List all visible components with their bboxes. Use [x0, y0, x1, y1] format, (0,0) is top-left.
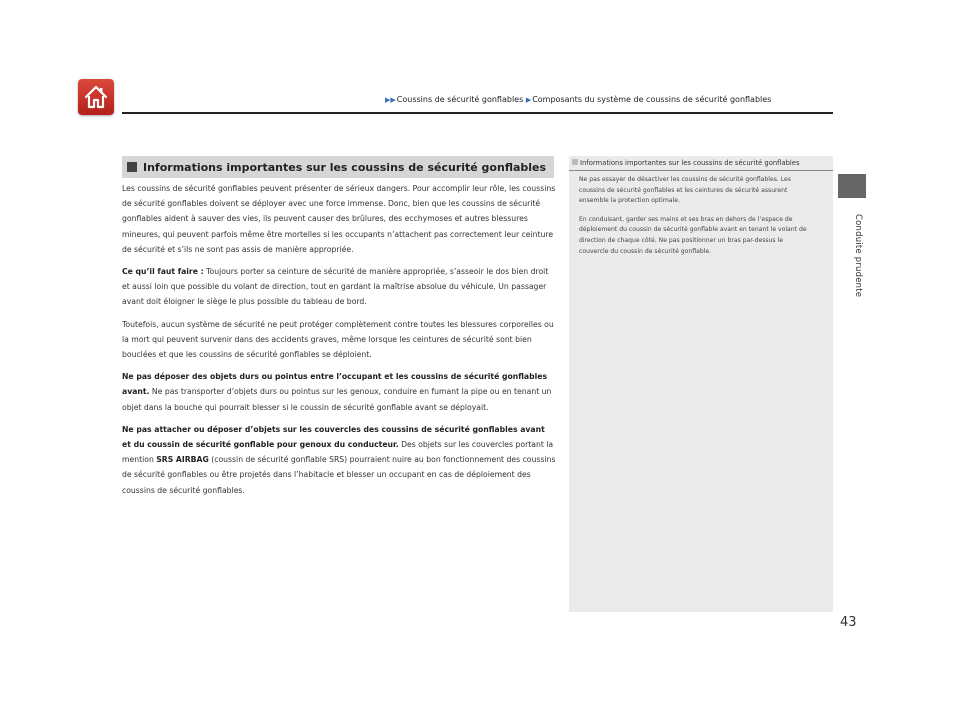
hard-objects-warning: Ne pas déposer des objets durs ou pointus entre l’occupant et les coussins de sécurité gonflables avant.: [122, 372, 548, 397]
header-rule: [122, 112, 833, 114]
chapter-tab-label[interactable]: Conduite prudente: [853, 214, 863, 298]
breadcrumb-item-components[interactable]: Composants du système de coussins de sécurité gonflables: [532, 95, 772, 104]
home-icon: [83, 84, 109, 110]
breadcrumb: [385, 95, 771, 104]
paragraph-hard-objects: Ne pas déposer des objets durs ou pointus entre l’occupant et les coussins de sécurité gonflables avant. Ne pas transporter d’objets durs ou pointus sur les genoux, conduire en fumant la pipe ou en tenant un objet dans la bouche qui pourrait blesser si le coussin de sécurité gonflable avant se déployait.: [122, 372, 552, 412]
section-heading: [122, 156, 554, 178]
side-note-title: Informations importantes sur les coussins de sécurité gonflables: [572, 159, 800, 167]
triangle-right-icon: ▶: [525, 96, 532, 104]
page-number: 43: [840, 615, 857, 630]
note-icon: [572, 159, 578, 165]
paragraph-covers: Ne pas attacher ou déposer d’objets sur les couvercles des coussins de sécurité gonflables avant et du coussin de sécurité gonflable pour genoux du conducteur. Des objets sur les couvercles portant la mention SRS AIRBAG (coussin de sécurité gonflable SRS) pourraient nuire au bon fonctionnement des coussins de sécurité gonflables ou être projetés dans l’habitacle et blesser un occupant en cas de déploiement des coussins de sécurité gonflables.: [122, 424, 556, 495]
chapter-tab-marker[interactable]: [838, 174, 866, 198]
side-note-paragraph: En conduisant, garder ses mains et ses bras en dehors de l’espace de déploiement du coussin de sécurité gonflable avant en tenant le volant de direction de chaque côté. Ne pas positionner un bras par-dessus le couvercle du coussin de sécurité gonflable.: [579, 215, 807, 255]
main-content: [122, 181, 556, 505]
srs-airbag-label: SRS AIRBAG: [156, 455, 209, 465]
paragraph-no-guarantee: Toutefois, aucun système de sécurité ne peut protéger complètement contre toutes les blessures corporelles ou la mort qui peuvent survenir dans des accidents graves, même lorsque les ceintures de sécurité sont bien bouclées et que les coussins de sécurité gonflables se déploient.: [122, 319, 554, 360]
home-button[interactable]: [78, 79, 114, 115]
paragraph-what-to-do: Ce qu’il faut faire : Toujours porter sa ceinture de sécurité de manière appropriée, s’asseoir le dos bien droit et aussi loin que possible du volant de direction, tout en gardant la maîtrise absolue du véhicule. Un passager avant doit éloigner le siège le plus possible du tableau de bord.: [122, 267, 549, 307]
covers-warning: Ne pas attacher ou déposer d’objets sur les couvercles des coussins de sécurité gonflables avant et du coussin de sécurité gonflable pour genoux du conducteur.: [122, 424, 545, 450]
section-title: Informations importantes sur les coussins de sécurité gonflables: [143, 160, 547, 174]
triangle-right-icon: ▶▶: [385, 96, 396, 104]
paragraph-dangers: Les coussins de sécurité gonflables peuvent présenter de sérieux dangers. Pour accomplir leur rôle, les coussins de sécurité gonflables doivent se déployer avec une force immense. Donc, bien que les coussins de sécurité gonflables aident à sauver des vies, ils peuvent causer des brûlures, des ecchymoses et autres blessures mineures, qui peuvent parfois même être mortelles si les occupants n’attachent pas correctement leur ceinture de sécurité et s’ils ne sont pas assis de manière appropriée.: [122, 184, 556, 254]
side-note-paragraph: Ne pas essayer de désactiver les coussins de sécurité gonflables. Les coussins de sécurité gonflables et les ceintures de sécurité assurent ensemble la protection optimale.: [579, 176, 791, 205]
side-note-body: [579, 175, 811, 265]
what-to-do-label: Ce qu’il faut faire :: [122, 267, 204, 277]
side-note-rule: [569, 170, 833, 171]
breadcrumb-item-airbags[interactable]: Coussins de sécurité gonflables: [396, 95, 524, 104]
side-note-panel: [569, 156, 833, 612]
square-bullet-icon: [127, 162, 137, 172]
